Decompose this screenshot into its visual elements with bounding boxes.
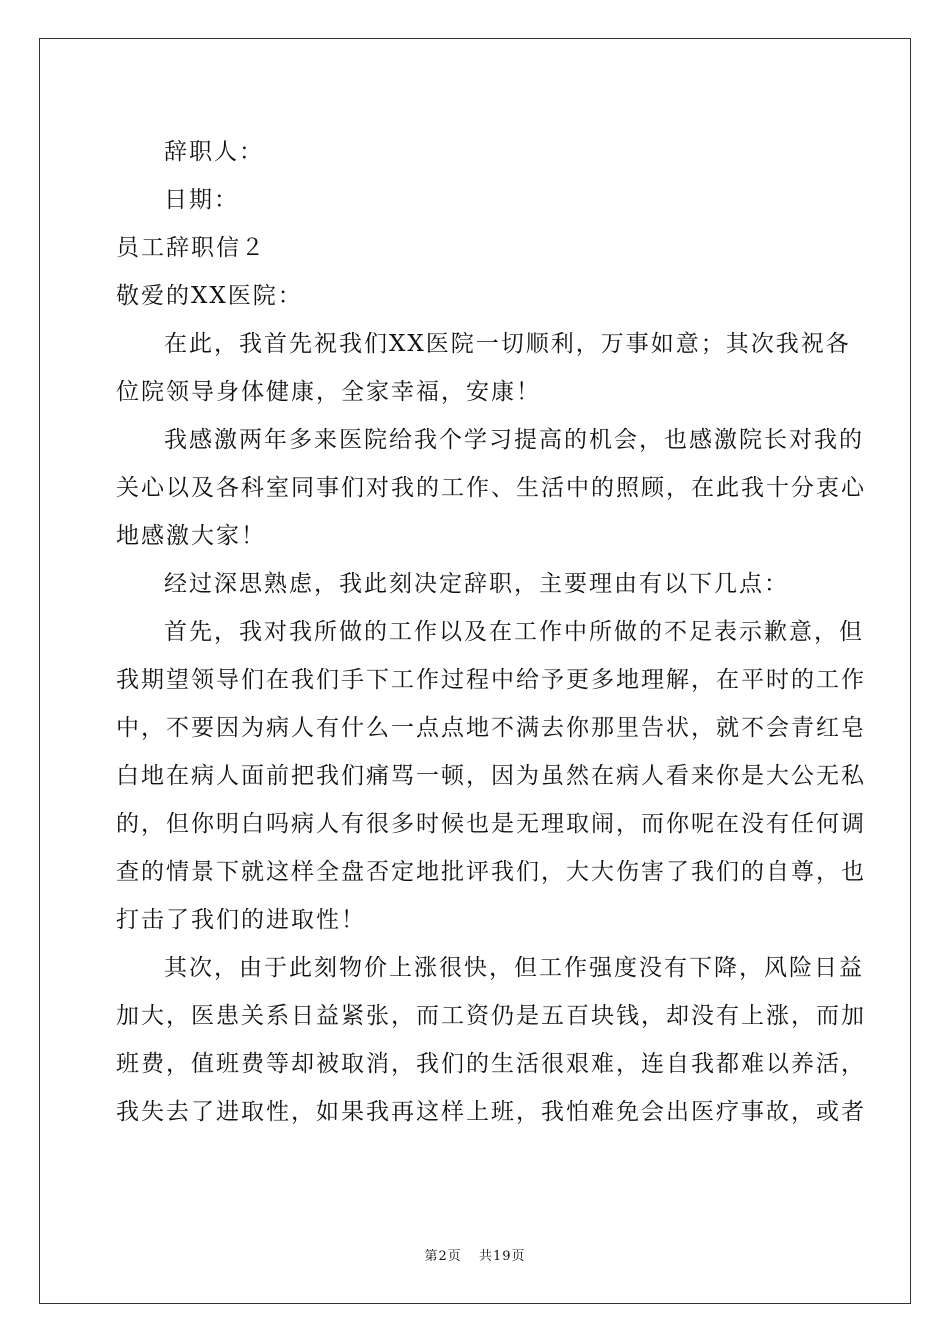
resigner-label: 辞职人： [164,139,264,165]
letter-title: 员工辞职信２ [116,235,266,261]
paragraph-line: 其次，由于此刻物价上涨很快，但工作强度没有下降，风险日益 [164,955,864,981]
document-body [116,128,866,1136]
paragraph-line: 的，但你明白吗病人有很多时候也是无理取闹，而你呢在没有任何调 [116,811,866,837]
paragraph-line: 地感激大家！ [116,523,266,549]
paragraph-line: 班费，值班费等却被取消，我们的生活很艰难，连自我都难以养活， [116,1051,866,1077]
paragraph-3 [116,560,836,608]
paragraph-line: 打击了我们的进取性！ [116,907,366,933]
paragraph-line: 在此，我首先祝我们XX医院一切顺利，万事如意；其次我祝各 [164,331,851,357]
paragraph-line: 位院领导身体健康，全家幸福，安康！ [116,379,541,405]
paragraph-line: 经过深思熟虑，我此刻决定辞职，主要理由有以下几点： [164,571,789,597]
paragraph-1 [116,320,851,416]
paragraph-2 [116,416,866,560]
date-label: 日期： [164,187,239,213]
paragraph-line: 中，不要因为病人有什么一点点地不满去你那里告状，就不会青红皂 [116,715,866,741]
paragraph-line: 我感激两年多来医院给我个学习提高的机会，也感激院长对我的 [164,427,864,453]
paragraph-line: 查的情景下就这样全盘否定地批评我们，大大伤害了我们的自尊，也 [116,859,866,885]
paragraph-line: 加大，医患关系日益紧张，而工资仍是五百块钱，却没有上涨，而加 [116,1003,866,1029]
paragraph-line: 我期望领导们在我们手下工作过程中给予更多地理解，在平时的工作 [116,667,866,693]
page-footer [0,1245,950,1264]
salutation: 敬爱的XX医院： [116,283,303,309]
paragraph-line: 我失去了进取性，如果我再这样上班，我怕难免会出医疗事故，或者 [116,1099,866,1125]
page-number: 第2页 [424,1249,462,1264]
paragraph-line: 白地在病人面前把我们痛骂一顿，因为虽然在病人看来你是大公无私 [116,763,866,789]
paragraph-line: 关心以及各科室同事们对我的工作、生活中的照顾，在此我十分衷心 [116,475,866,501]
paragraph-line: 首先，我对我所做的工作以及在工作中所做的不足表示歉意，但 [164,619,864,645]
paragraph-4 [116,608,866,944]
page-total: 共19页 [478,1249,526,1264]
paragraph-5 [116,944,866,1136]
